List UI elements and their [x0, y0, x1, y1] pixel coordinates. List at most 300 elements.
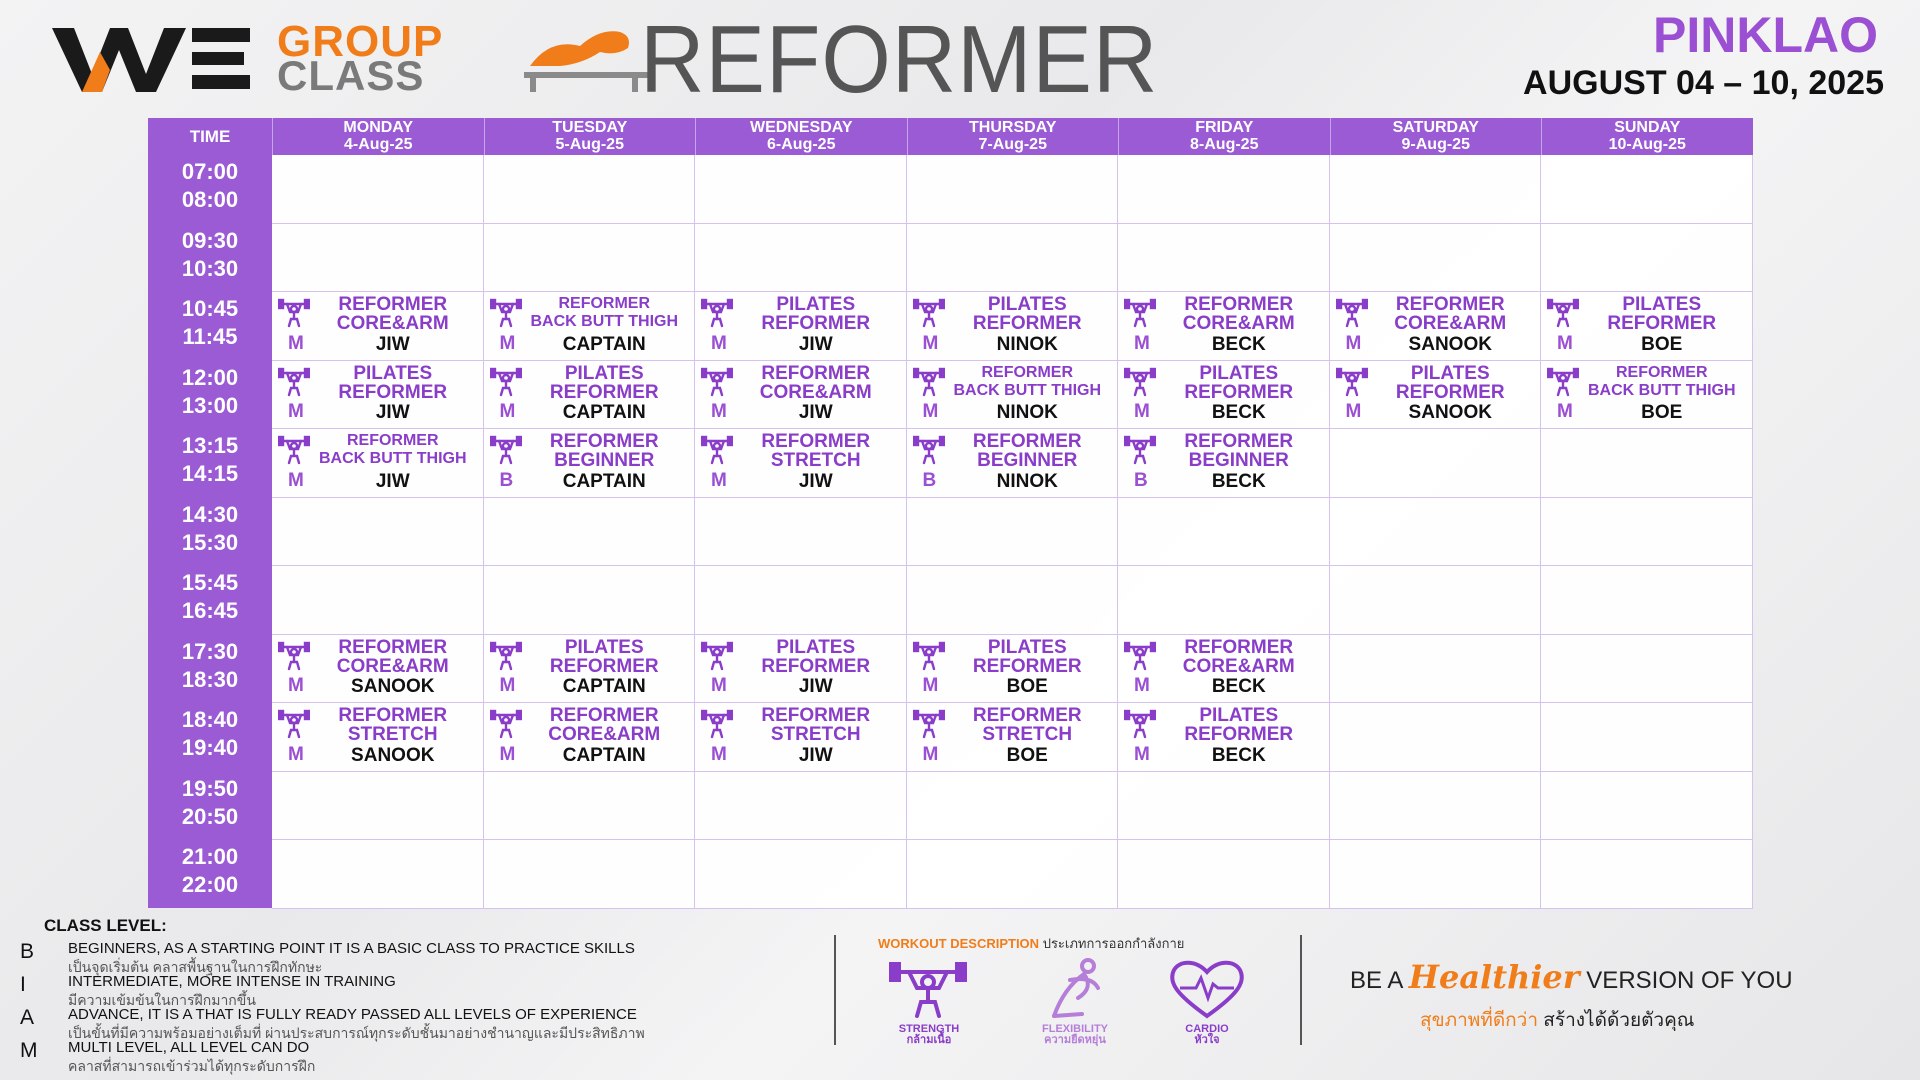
- day-header-thursday: [907, 118, 1119, 155]
- workout-label-strength: [874, 1024, 984, 1046]
- workout-label-en: FLEXIBILITY: [1042, 1023, 1108, 1035]
- class-name-line2: CORE&ARM: [1182, 313, 1295, 334]
- class-name: [937, 706, 1119, 744]
- class-card[interactable]: [272, 292, 484, 361]
- workout-title-en: WORKOUT DESCRIPTION: [878, 936, 1040, 951]
- class-name-line2: REFORMER: [761, 313, 871, 334]
- workout-label-th: ความยืดหยุ่น: [1044, 1034, 1106, 1046]
- class-name: [1148, 706, 1330, 744]
- class-name: [725, 295, 907, 333]
- class-name: [725, 364, 907, 402]
- time-label-end: 19:40: [181, 735, 239, 760]
- day-date: 6-Aug-25: [767, 136, 836, 153]
- class-level: M: [711, 332, 727, 354]
- footer-divider: [1300, 935, 1302, 1045]
- logo-class-text: CLASS: [277, 52, 425, 99]
- class-name-line2: REFORMER: [549, 655, 659, 677]
- schedule-cell: [695, 155, 907, 224]
- class-name-line1: REFORMER: [549, 705, 659, 726]
- time-label-end: 08:00: [181, 187, 239, 212]
- trainer-name: NINOK: [996, 333, 1058, 355]
- class-name: [937, 364, 1119, 400]
- class-name-line1: REFORMER: [761, 362, 871, 384]
- trainer-name: BECK: [1211, 744, 1266, 766]
- schedule-cell: [1541, 566, 1753, 635]
- schedule-cell: [272, 155, 484, 224]
- class-card[interactable]: [272, 429, 484, 498]
- class-name: [302, 638, 484, 676]
- schedule-cell: [1330, 635, 1542, 704]
- class-level: M: [288, 469, 304, 491]
- class-name: [1360, 364, 1542, 402]
- class-level: M: [922, 743, 939, 765]
- class-name: [1571, 295, 1753, 333]
- class-name-line1: REFORMER: [761, 431, 871, 452]
- schedule-cell: [1118, 155, 1330, 224]
- trainer-name: SANOOK: [1408, 402, 1492, 423]
- class-card[interactable]: [695, 292, 907, 361]
- class-name: [1360, 295, 1542, 333]
- class-level: M: [922, 332, 939, 354]
- tagline-en: [1350, 958, 1793, 996]
- class-level: M: [1345, 401, 1362, 422]
- schedule-cell: [1118, 772, 1330, 841]
- day-name: MONDAY: [343, 119, 414, 136]
- class-name: [514, 364, 696, 402]
- class-level: M: [288, 743, 304, 765]
- trainer-name: JIW: [798, 470, 833, 492]
- branch-name: PINKLAO: [1653, 7, 1878, 63]
- time-label-start: 19:50: [181, 775, 239, 801]
- schedule-cell: [272, 566, 484, 635]
- time-label-start: 17:30: [181, 638, 239, 664]
- trainer-name: CAPTAIN: [562, 744, 646, 766]
- day-header-wednesday: [695, 118, 907, 155]
- class-level: M: [922, 401, 939, 422]
- schedule-cell: [484, 155, 696, 224]
- schedule-cell: [484, 772, 696, 841]
- schedule-cell: [1541, 772, 1753, 841]
- class-name-line2: STRETCH: [770, 724, 861, 745]
- schedule-cell: [272, 772, 484, 841]
- legend-text-en: ADVANCE, IT IS A THAT IS FULLY READY PASSED ALL LEVELS OF EXPERIENCE: [68, 1006, 637, 1023]
- trainer-name: BECK: [1211, 676, 1266, 697]
- schedule-cell: [1541, 703, 1753, 772]
- class-name-line1: PILATES: [987, 636, 1067, 658]
- time-label-end: 20:50: [181, 803, 239, 829]
- class-name-line2: BEGINNER: [977, 450, 1078, 471]
- class-card[interactable]: [484, 361, 696, 430]
- tagline-highlight: Healthier: [1408, 958, 1580, 996]
- class-name-line2: REFORMER: [1395, 381, 1505, 403]
- trainer-name: BECK: [1211, 333, 1266, 355]
- class-name-line1: REFORMER: [761, 705, 871, 726]
- class-name: [302, 364, 484, 402]
- trainer-name: JIW: [375, 470, 410, 492]
- class-name-line1: REFORMER: [981, 363, 1074, 381]
- class-card[interactable]: [1118, 361, 1330, 430]
- schedule-cell: [1330, 155, 1542, 224]
- day-date: 7-Aug-25: [978, 136, 1047, 153]
- class-name-line1: PILATES: [987, 294, 1067, 315]
- legend-text-en: BEGINNERS, AS A STARTING POINT IT IS A BASIC CLASS TO PRACTICE SKILLS: [68, 940, 635, 957]
- class-name-line1: PILATES: [564, 362, 644, 384]
- class-name: [302, 706, 484, 744]
- class-name-line2: CORE&ARM: [1394, 313, 1507, 334]
- class-name-line2: CORE&ARM: [336, 655, 449, 677]
- time-label-start: 10:45: [181, 296, 239, 321]
- schedule-cell: [272, 840, 484, 909]
- time-label-start: 07:00: [181, 159, 239, 184]
- tagline-th-highlight: สุขภาพที่ดีกว่า: [1420, 1010, 1539, 1031]
- class-card[interactable]: [1541, 361, 1753, 430]
- we-logo: [52, 22, 252, 94]
- schedule-cell: [484, 840, 696, 909]
- class-name: [725, 706, 907, 744]
- schedule-cell: [1118, 224, 1330, 293]
- class-level: M: [1134, 401, 1150, 422]
- trainer-name: CAPTAIN: [562, 676, 646, 697]
- class-level: M: [711, 675, 727, 696]
- trainer-name: SANOOK: [351, 676, 435, 697]
- schedule-cell: [907, 840, 1119, 909]
- schedule-cell: [484, 498, 696, 567]
- trainer-name: CAPTAIN: [562, 470, 646, 492]
- class-card[interactable]: [695, 429, 907, 498]
- schedule-cell: [272, 498, 484, 567]
- class-name-line1: REFORMER: [1184, 294, 1294, 315]
- class-level: M: [711, 401, 727, 422]
- class-level-title: CLASS LEVEL:: [44, 916, 167, 935]
- day-date: 9-Aug-25: [1401, 136, 1470, 153]
- class-level: M: [288, 401, 304, 422]
- legend-code: M: [20, 1039, 38, 1062]
- time-label-start: 13:15: [181, 433, 239, 458]
- schedule-cell: [1330, 429, 1542, 498]
- schedule-cell: [1541, 840, 1753, 909]
- workout-label-cardio: [1152, 1024, 1262, 1046]
- class-level: M: [1134, 743, 1150, 765]
- time-label-end: 14:15: [181, 461, 239, 486]
- class-name-line1: PILATES: [776, 636, 856, 658]
- schedule-cell: [695, 840, 907, 909]
- schedule-cell: [1118, 840, 1330, 909]
- legend-text-th: คลาสที่สามารถเข้าร่วมได้ทุกระดับการฝึก: [68, 1058, 316, 1074]
- legend-text-th: เป็นขั้นที่มีความพร้อมอย่างเต็มที่ ผ่านประสบการณ์ทุกระดับชั้นมาอย่างชำนาญและมีประสิทธิภาพ: [68, 1025, 645, 1041]
- class-name: [302, 432, 484, 468]
- trainer-name: NINOK: [996, 470, 1058, 492]
- schedule-cell: [1330, 566, 1542, 635]
- class-level: M: [1557, 401, 1573, 422]
- schedule-cell: [272, 224, 484, 293]
- legend-code: A: [20, 1006, 35, 1029]
- class-card[interactable]: [907, 429, 1119, 498]
- class-card[interactable]: [695, 635, 907, 704]
- class-name: [514, 638, 696, 676]
- class-level: M: [1557, 332, 1573, 354]
- schedule-cell: [907, 498, 1119, 567]
- workout-label-th: หัวใจ: [1194, 1034, 1220, 1046]
- schedule-cell: [907, 772, 1119, 841]
- class-card[interactable]: [484, 635, 696, 704]
- class-name-line1: REFORMER: [972, 431, 1082, 452]
- footer-divider: [834, 935, 836, 1045]
- class-level: M: [1345, 332, 1362, 354]
- class-name-line2: CORE&ARM: [548, 724, 661, 745]
- time-label-start: 14:30: [181, 501, 239, 527]
- trainer-name: CAPTAIN: [562, 402, 646, 423]
- legend-code: I: [20, 973, 26, 996]
- schedule-cell: [907, 566, 1119, 635]
- time-label-start: 18:40: [181, 707, 239, 732]
- trainer-name: JIW: [798, 402, 833, 423]
- trainer-name: JIW: [375, 333, 410, 355]
- legend-text-en: MULTI LEVEL, ALL LEVEL CAN DO: [68, 1039, 310, 1056]
- class-name-line1: PILATES: [1199, 705, 1279, 726]
- class-name-line2: CORE&ARM: [336, 313, 449, 334]
- class-name-line2: REFORMER: [338, 381, 448, 403]
- class-name: [514, 295, 696, 331]
- class-name: [937, 295, 1119, 333]
- schedule-cell: [1330, 703, 1542, 772]
- class-name-line2: CORE&ARM: [1182, 655, 1295, 677]
- class-name-line1: REFORMER: [1615, 363, 1708, 381]
- class-name-line1: REFORMER: [1395, 294, 1505, 315]
- workout-description-title: [878, 933, 1184, 954]
- class-name: [937, 638, 1119, 676]
- class-name-line2: BEGINNER: [554, 450, 655, 471]
- class-card[interactable]: [1541, 292, 1753, 361]
- day-header-tuesday: [484, 118, 696, 155]
- schedule-cell: [1330, 772, 1542, 841]
- class-name-line1: REFORMER: [346, 432, 439, 449]
- time-header: TIME: [189, 126, 231, 146]
- trainer-name: BOE: [1006, 676, 1048, 697]
- class-card[interactable]: [695, 361, 907, 430]
- class-name-line1: PILATES: [1199, 362, 1279, 384]
- tagline-th-rest: สร้างได้ด้วยตัวคุณ: [1543, 1010, 1695, 1031]
- tagline-post: VERSION OF YOU: [1586, 967, 1793, 994]
- class-card[interactable]: [272, 361, 484, 430]
- trainer-name: JIW: [798, 333, 833, 355]
- day-name: WEDNESDAY: [749, 119, 853, 136]
- schedule-cell: [1330, 840, 1542, 909]
- schedule-cell: [1541, 155, 1753, 224]
- class-level: M: [711, 469, 727, 491]
- day-name: THURSDAY: [969, 119, 1057, 136]
- day-header-friday: [1118, 118, 1330, 155]
- class-card[interactable]: [1330, 292, 1542, 361]
- schedule-cell: [695, 772, 907, 841]
- logo-group-text: GROUP: [277, 17, 444, 66]
- class-level: M: [499, 332, 516, 354]
- day-header-sunday: [1541, 118, 1753, 155]
- class-name-line2: BACK BUTT THIGH: [1587, 381, 1736, 399]
- class-card[interactable]: [695, 703, 907, 772]
- class-level: M: [288, 332, 304, 354]
- class-level: M: [711, 743, 727, 765]
- day-date: 10-Aug-25: [1608, 136, 1686, 153]
- class-card[interactable]: [1330, 361, 1542, 430]
- class-level: M: [288, 675, 304, 696]
- trainer-name: BOE: [1641, 402, 1683, 423]
- time-label-end: 10:30: [181, 255, 239, 281]
- day-name: TUESDAY: [552, 119, 628, 136]
- flexibility-icon: [1034, 958, 1116, 1020]
- class-card[interactable]: [907, 292, 1119, 361]
- class-card[interactable]: [1118, 429, 1330, 498]
- class-name-line1: REFORMER: [1184, 431, 1294, 452]
- legend-text-th: มีความเข้มข้นในการฝึกมากขึ้น: [68, 992, 256, 1008]
- class-name: [1148, 295, 1330, 333]
- class-name-line1: PILATES: [353, 362, 433, 384]
- class-name-line1: REFORMER: [338, 636, 448, 658]
- trainer-name: BOE: [1006, 744, 1048, 766]
- time-label-end: 18:30: [181, 666, 239, 692]
- schedule-cell: [907, 155, 1119, 224]
- class-name-line2: STRETCH: [982, 724, 1073, 745]
- class-name: [937, 432, 1119, 470]
- class-card[interactable]: [1118, 635, 1330, 704]
- class-level: M: [499, 743, 516, 765]
- class-name-line1: REFORMER: [549, 431, 659, 452]
- time-label-end: 22:00: [181, 872, 239, 897]
- class-name-line2: CORE&ARM: [759, 381, 872, 403]
- reformer-machine-icon: [520, 18, 650, 98]
- class-name: [1571, 364, 1753, 400]
- day-date: 5-Aug-25: [555, 136, 624, 153]
- time-label-start: 12:00: [181, 364, 239, 390]
- class-card[interactable]: [484, 429, 696, 498]
- trainer-name: JIW: [798, 676, 833, 697]
- time-label-end: 11:45: [182, 324, 238, 349]
- schedule-cell: [1118, 566, 1330, 635]
- workout-label-flexibility: [1020, 1024, 1130, 1046]
- class-card[interactable]: [272, 703, 484, 772]
- time-label-end: 16:45: [181, 598, 239, 623]
- class-name-line1: PILATES: [1622, 294, 1702, 315]
- trainer-name: NINOK: [996, 402, 1058, 423]
- class-card[interactable]: [1118, 703, 1330, 772]
- class-level: M: [922, 675, 939, 696]
- legend-text-th: เป็นจุดเริ่มต้น คลาสพื้นฐานในการฝึกทักษะ: [68, 959, 323, 975]
- class-level: M: [499, 675, 516, 696]
- legend-text-en: INTERMEDIATE, MORE INTENSE IN TRAINING: [68, 973, 396, 990]
- day-date: 4-Aug-25: [344, 136, 413, 153]
- class-card[interactable]: [484, 292, 696, 361]
- class-card[interactable]: [907, 361, 1119, 430]
- schedule-cell: [484, 224, 696, 293]
- trainer-name: BECK: [1211, 470, 1266, 492]
- schedule-cell: [1541, 429, 1753, 498]
- class-name-line2: BEGINNER: [1188, 450, 1289, 471]
- day-header-monday: [272, 118, 484, 155]
- class-level: M: [499, 401, 516, 422]
- page-title: REFORMER: [640, 6, 1159, 113]
- schedule-cell: [1541, 224, 1753, 293]
- class-name-line1: PILATES: [564, 636, 644, 658]
- trainer-name: BECK: [1211, 402, 1266, 423]
- class-card[interactable]: [907, 635, 1119, 704]
- schedule-cell: [1330, 224, 1542, 293]
- trainer-name: JIW: [375, 402, 410, 423]
- day-name: SATURDAY: [1392, 119, 1479, 136]
- class-name-line2: BACK BUTT THIGH: [530, 313, 679, 330]
- class-name-line2: BACK BUTT THIGH: [318, 450, 467, 467]
- class-name-line2: REFORMER: [972, 655, 1082, 677]
- time-label-start: 15:45: [181, 570, 239, 595]
- workout-label-en: STRENGTH: [898, 1023, 960, 1035]
- trainer-name: BOE: [1641, 333, 1683, 355]
- class-name-line1: REFORMER: [338, 705, 448, 726]
- class-name-line2: STRETCH: [770, 450, 861, 471]
- workout-title-th: ประเภทการออกกำลังกาย: [1042, 936, 1185, 951]
- day-name: FRIDAY: [1195, 119, 1254, 136]
- class-level: B: [922, 469, 937, 491]
- class-name-line2: BACK BUTT THIGH: [953, 381, 1102, 399]
- class-name: [514, 432, 696, 470]
- class-card[interactable]: [907, 703, 1119, 772]
- workout-label-th: กล้ามเนื้อ: [906, 1034, 952, 1046]
- schedule-cell: [1330, 498, 1542, 567]
- schedule-cell: [1541, 635, 1753, 704]
- time-label-start: 21:00: [181, 844, 239, 869]
- strength-icon: [887, 958, 969, 1020]
- schedule-cell: [695, 566, 907, 635]
- class-name-line1: PILATES: [776, 294, 856, 315]
- class-name: [302, 295, 484, 333]
- class-card[interactable]: [272, 635, 484, 704]
- class-name-line2: REFORMER: [1607, 313, 1717, 334]
- time-label-end: 13:00: [181, 392, 239, 418]
- tagline-th: [1420, 1005, 1694, 1035]
- class-name-line2: REFORMER: [972, 313, 1082, 334]
- class-name-line1: PILATES: [1410, 362, 1490, 384]
- class-name-line2: REFORMER: [549, 381, 659, 403]
- class-name-line1: REFORMER: [338, 294, 448, 315]
- class-name-line2: REFORMER: [1184, 381, 1294, 403]
- class-name-line2: STRETCH: [347, 724, 438, 745]
- class-card[interactable]: [1118, 292, 1330, 361]
- schedule-cell: [695, 498, 907, 567]
- tagline-pre: BE A: [1350, 967, 1403, 994]
- class-level: B: [1134, 469, 1148, 491]
- trainer-name: SANOOK: [1408, 333, 1492, 355]
- class-card[interactable]: [484, 703, 696, 772]
- schedule-cell: [907, 224, 1119, 293]
- day-name: SUNDAY: [1614, 119, 1681, 136]
- time-label-end: 15:30: [181, 529, 239, 555]
- day-header-saturday: [1330, 118, 1542, 155]
- workout-label-en: CARDIO: [1185, 1023, 1229, 1035]
- class-level: B: [499, 469, 514, 491]
- legend-code: B: [20, 940, 35, 963]
- schedule-cell: [695, 224, 907, 293]
- class-name-line1: REFORMER: [558, 295, 651, 312]
- class-level: M: [1134, 675, 1150, 696]
- class-name-line2: REFORMER: [761, 655, 871, 677]
- week-range: AUGUST 04 – 10, 2025: [1523, 64, 1884, 102]
- schedule-grid: [148, 118, 1749, 908]
- trainer-name: JIW: [798, 744, 833, 766]
- class-level: M: [1134, 332, 1150, 354]
- class-name-line1: REFORMER: [972, 705, 1082, 726]
- schedule-cell: [484, 566, 696, 635]
- time-label-start: 09:30: [181, 227, 239, 253]
- cardio-icon: [1166, 958, 1248, 1020]
- class-name: [514, 706, 696, 744]
- trainer-name: SANOOK: [351, 744, 435, 766]
